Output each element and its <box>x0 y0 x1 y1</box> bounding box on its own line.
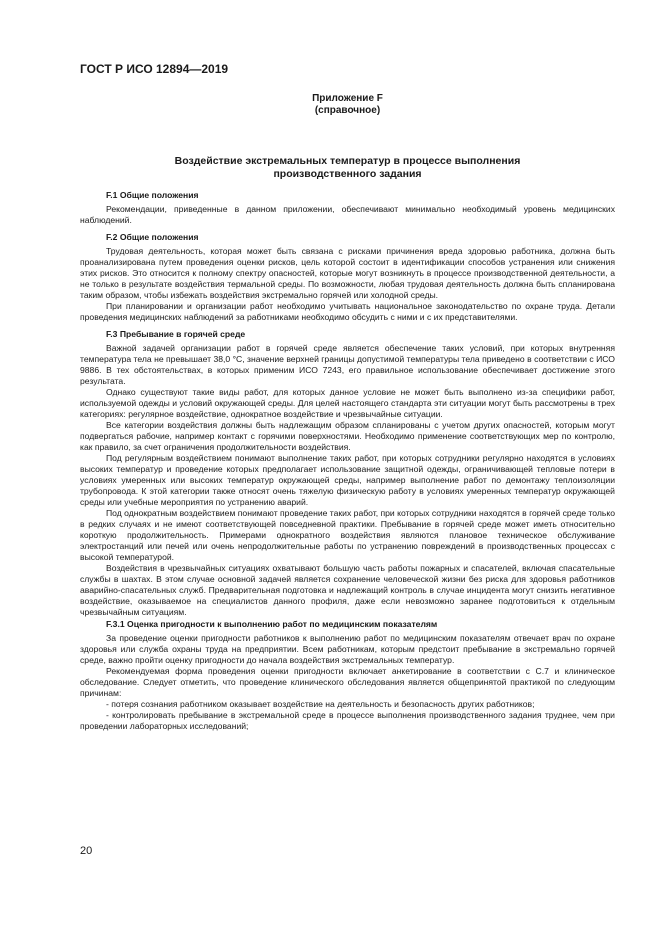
page-number: 20 <box>80 845 93 857</box>
paragraph: Под однократным воздействием понимают проведение таких работ, при которых сотрудники находятся в горячей среде только в редких случаях и не имеют соответствующей повседневной практики. Пребывание в горячей среде может иметь относительно короткую продолжительность. Примерами однократного воздействия являются плановое техническое обслуживание электростанций или печей или очень непродолжительные работы по устранению повреждений в производственных процессах с высокой температурой. <box>80 508 615 562</box>
title-line-1: Воздействие экстремальных температур в процессе выполнения <box>174 155 521 167</box>
paragraph: Трудовая деятельность, которая может быть связана с рисками причинения вреда здоровью работника, должна быть проанализирована путем проведения оценки рисков, цель которой состоит в идентификации способов устранения или снижения этих рисков. Это относится к полному спектру опасностей, которые могут возникнуть в процессе производственной деятельности, а не только в результате воздействия термальной среды. По возможности, любая трудовая деятельность должна быть спланирована таким образом, чтобы избежать воздействия экстремально горячей или холодной среды. <box>80 246 615 300</box>
standard-header: ГОСТ Р ИСО 12894—2019 <box>80 62 229 76</box>
appendix-title: Приложение F <box>312 93 383 104</box>
paragraph: Воздействия в чрезвычайных ситуациях охватывают большую часть работы пожарных и спасателей, включая спасательные службы в шахтах. В этом случае основной задачей является сохранение человеческой жизни без риска для здоровья работников аварийно-спасательных служб. Предварительная подготовка и надлежащий контроль в случае инцидента могут снизить негативное воздействие, оказываемое на специалистов данного профиля, даже если невозможно заранее подготовиться к отдельным чрезвычайным ситуациям. <box>80 563 615 617</box>
list-item: - потеря сознания работником оказывает воздействие на деятельность и безопасность других работников; <box>106 699 535 709</box>
paragraph: Все категории воздействия должны быть надлежащим образом спланированы с учетом других опасностей, которым могут подвергаться рабочие, например контакт с горячими поверхностями. Необходимо применение соответствующих мер по контролю, как правило, за счет ограничения продолжительности воздействия. <box>80 420 615 452</box>
title-line-2: производственного задания <box>273 168 422 180</box>
section-heading-f2: F.2 Общие положения <box>106 232 199 242</box>
section-heading-f3-1: F.3.1 Оценка пригодности к выполнению работ по медицинским показателям <box>106 619 438 629</box>
appendix-main-title <box>80 155 615 181</box>
list-item: - контролировать пребывание в экстремальной среде в процессе выполнения производственного задания труднее, чем при проведении лабораторных исследований; <box>80 710 615 731</box>
paragraph: При планировании и организации работ необходимо учитывать национальное законодательство по охране труда. Детали проведения медицинских наблюдений за работниками необходимо обсудить с ними и с их представителями. <box>80 301 615 322</box>
paragraph: За проведение оценки пригодности работников к выполнению работ по медицинским показателям отвечает врач по охране здоровья или служба охраны труда на предприятии. Всем работникам, которым предстоит пребывание в экстремально горячей среде, важно пройти оценку пригодности до начала воздействия экстремальных температур. <box>80 633 615 665</box>
paragraph: Однако существуют такие виды работ, для которых данное условие не может быть выполнено из-за специфики работ, используемой одежды и условий окружающей среды. Для целей настоящего стандарта эти ситуации могут быть рассмотрены в трех категориях: регулярное воздействие, однократное воздействие и чрезвычайные ситуации. <box>80 387 615 419</box>
paragraph: Под регулярным воздействием понимают выполнение таких работ, при которых сотрудники регулярно находятся в условиях высоких температур и проведение которых предполагает использование защитной одежды, ограничивающей тепловые потери в условиях умеренных или высоких температур окружающей среды, например выполнение работ по демонтажу теплоизоляции трубопровода. К этой категории также относят очень тяжелую физическую работу в условиях умеренных температур окружающей среды или учебные мероприятия по устранению аварий. <box>80 453 615 507</box>
paragraph: Важной задачей организации работ в горячей среде является обеспечение таких условий, при которых внутренняя температура тела не превышает 38,0 °С, значение верхней границы допустимой температуры тела приведено в соответствии с ИСО 9886. В тех обстоятельствах, в которых применим ИСО 7243, его правильное использование обеспечивает достижение этого результата. <box>80 343 615 386</box>
appendix-subtitle: (справочное) <box>314 105 381 116</box>
document-body <box>80 190 615 732</box>
section-heading-f3: F.3 Пребывание в горячей среде <box>106 329 246 339</box>
paragraph: Рекомендации, приведенные в данном приложении, обеспечивают минимально необходимый уровень медицинских наблюдений. <box>80 204 615 225</box>
paragraph: Рекомендуемая форма проведения оценки пригодности включает анкетирование в соответствии с С.7 и клиническое обследование. Следует отметить, что проведение клинического обследования является общепринятой практикой по следующим причинам: <box>80 666 615 698</box>
section-heading-f1: F.1 Общие положения <box>106 190 199 200</box>
appendix-heading <box>80 93 615 117</box>
